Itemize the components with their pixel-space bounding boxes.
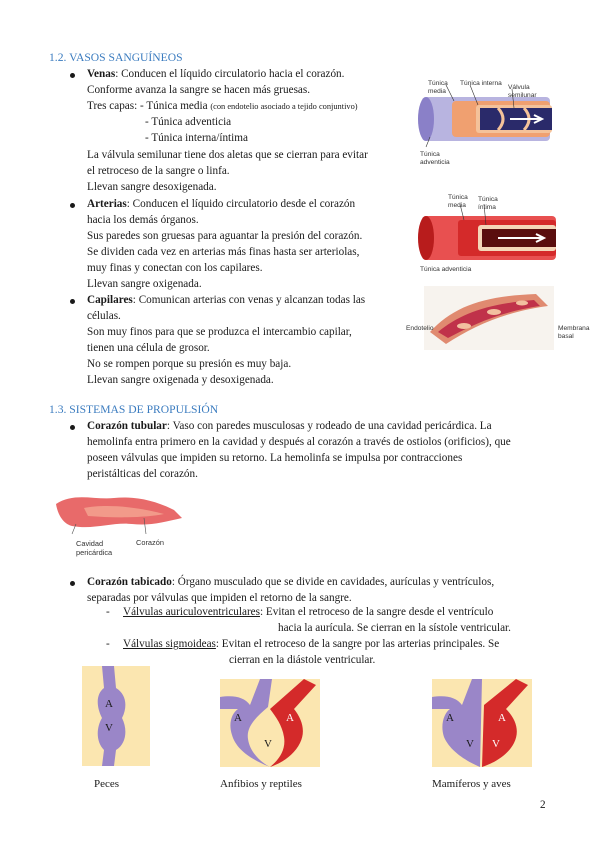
tubular-line-2: hemolinfa entra primero en la cavidad y después al corazón a través de ostiolos (orificios), que <box>87 436 511 448</box>
arterias-line-1: Arterias: Conducen el líquido circulatorio desde el corazón <box>87 198 356 210</box>
fish-ventricle-letter: V <box>105 722 113 734</box>
tubular-label-cavidad: Cavidad pericárdica <box>76 539 113 557</box>
vein-label-adventicia: Túnica adventicia <box>420 151 450 166</box>
tubular-label-corazon: Corazón <box>136 538 164 547</box>
heart-fish-figure <box>82 666 150 766</box>
venas-line-3: Tres capas: - Túnica media (con endotelio asociado a tejido conjuntivo) <box>87 100 358 112</box>
section-1-3-title: 1.3. SISTEMAS DE PROPULSIÓN <box>49 403 219 416</box>
mammal-atrium-left-letter: A <box>498 712 506 724</box>
vein-label-interna: Túnica interna <box>460 80 502 87</box>
capillary-label-membrana: Membrana basal <box>558 325 590 340</box>
tabicado-item-1-cont: hacia la aurícula. Se cierran en la sístole ventricular. <box>278 622 511 634</box>
capilares-line-6: Llevan sangre oxigenada y desoxigenada. <box>87 374 274 386</box>
capilares-line-2: células. <box>87 310 121 322</box>
venas-line-8: Llevan sangre desoxigenada. <box>87 181 217 193</box>
bullet-capilares <box>70 299 75 304</box>
tabicado-line-1: Corazón tabicado: Órgano musculado que se divide en cavidades, aurículas y ventrículos, <box>87 576 495 588</box>
mammal-ventricle-right-letter: V <box>466 738 474 750</box>
tubular-line-3: poseen válvulas que impiden su retorno. La hemolinfa se impulsa por contracciones <box>87 452 463 464</box>
arterias-line-2: hacia los demás órganos. <box>87 214 199 226</box>
heart-fish-illustration <box>82 666 150 766</box>
amphibian-atrium-right-letter: A <box>286 712 294 724</box>
arterias-line-6: Llevan sangre oxigenada. <box>87 278 202 290</box>
venas-line-5: - Túnica interna/íntima <box>145 132 248 144</box>
capilares-line-4: tienen una célula de grosor. <box>87 342 210 354</box>
capillary-figure <box>424 286 554 350</box>
tubular-line-1: Corazón tubular: Vaso con paredes musculosas y rodeado de una cavidad pericárdica. La <box>87 420 492 432</box>
capillary-illustration <box>424 286 554 350</box>
bullet-venas <box>70 73 75 78</box>
tabicado-item-2-dash: - <box>106 638 110 650</box>
arterias-line-5: muy finas y conectan con los capilares. <box>87 262 263 274</box>
tabicado-item-1-dash: - <box>106 606 110 618</box>
caption-mamiferos: Mamíferos y aves <box>432 778 511 790</box>
section-1-2-title: 1.2. VASOS SANGUÍNEOS <box>49 51 183 64</box>
amphibian-venous-shape <box>220 679 272 767</box>
capilares-line-1: Capilares: Comunican arterias con venas y alcanzan todas las <box>87 294 366 306</box>
capilares-line-3: Son muy finos para que se produzca el intercambio capilar, <box>87 326 352 338</box>
venas-line-6: La válvula semilunar tiene dos aletas que se cierran para evitar <box>87 149 368 161</box>
venas-line-4: - Túnica adventicia <box>145 116 232 128</box>
venas-line-1: Venas: Conducen el líquido circulatorio hacia el corazón. <box>87 68 345 80</box>
mammal-ventricle-left-letter: V <box>492 738 500 750</box>
capilares-line-5: No se rompen porque su presión es muy baja. <box>87 358 292 370</box>
artery-end-shape <box>418 216 434 260</box>
vein-label-valvula: Válvula semilunar <box>508 84 537 99</box>
vein-label-media: Túnica media <box>428 80 448 95</box>
bullet-arterias <box>70 203 75 208</box>
caption-anfibios: Anfibios y reptiles <box>220 778 302 790</box>
bullet-tubular <box>70 425 75 430</box>
vein-end-shape <box>418 97 434 141</box>
capillary-label-endotelio: Endotelio <box>406 325 434 332</box>
tabicado-item-2-cont: cierran en la diástole ventricular. <box>229 654 376 666</box>
tubular-line-4: peristálticas del corazón. <box>87 468 198 480</box>
arterias-line-4: Se dividen cada vez en arterias más finas hasta ser arteriolas, <box>87 246 360 258</box>
amphibian-atrium-left-letter: A <box>234 712 242 724</box>
artery-label-intima: Túnica íntima <box>478 196 498 211</box>
bullet-tabicado <box>70 581 75 586</box>
artery-label-media: Túnica media <box>448 194 468 209</box>
arterias-line-3: Sus paredes son gruesas para aguantar la presión del corazón. <box>87 230 363 242</box>
mammal-atrium-right-letter: A <box>446 712 454 724</box>
tabicado-line-2: separadas por válvulas que impiden el retorno de la sangre. <box>87 592 352 604</box>
mammal-right-heart-shape <box>432 679 482 767</box>
tubular-heart-illustration <box>54 490 186 538</box>
artery-label-adventicia: Túnica adventicia <box>420 266 472 273</box>
amphibian-ventricle-letter: V <box>264 738 272 750</box>
venas-line-7: el retroceso de la sangre o linfa. <box>87 165 230 177</box>
tabicado-item-1: Válvulas auriculoventriculares: Evitan el retroceso de la sangre desde el ventrículo <box>123 606 494 618</box>
fish-heart-shape <box>98 666 126 766</box>
page-number: 2 <box>540 799 546 811</box>
fish-atrium-letter: A <box>105 698 113 710</box>
tabicado-item-2: Válvulas sigmoideas: Evitan el retroceso de la sangre por las arterias principales. Se <box>123 638 500 650</box>
venas-line-2: Conforme avanza la sangre se hacen más gruesas. <box>87 84 311 96</box>
tubular-heart-figure <box>54 490 186 538</box>
caption-peces: Peces <box>94 778 120 790</box>
